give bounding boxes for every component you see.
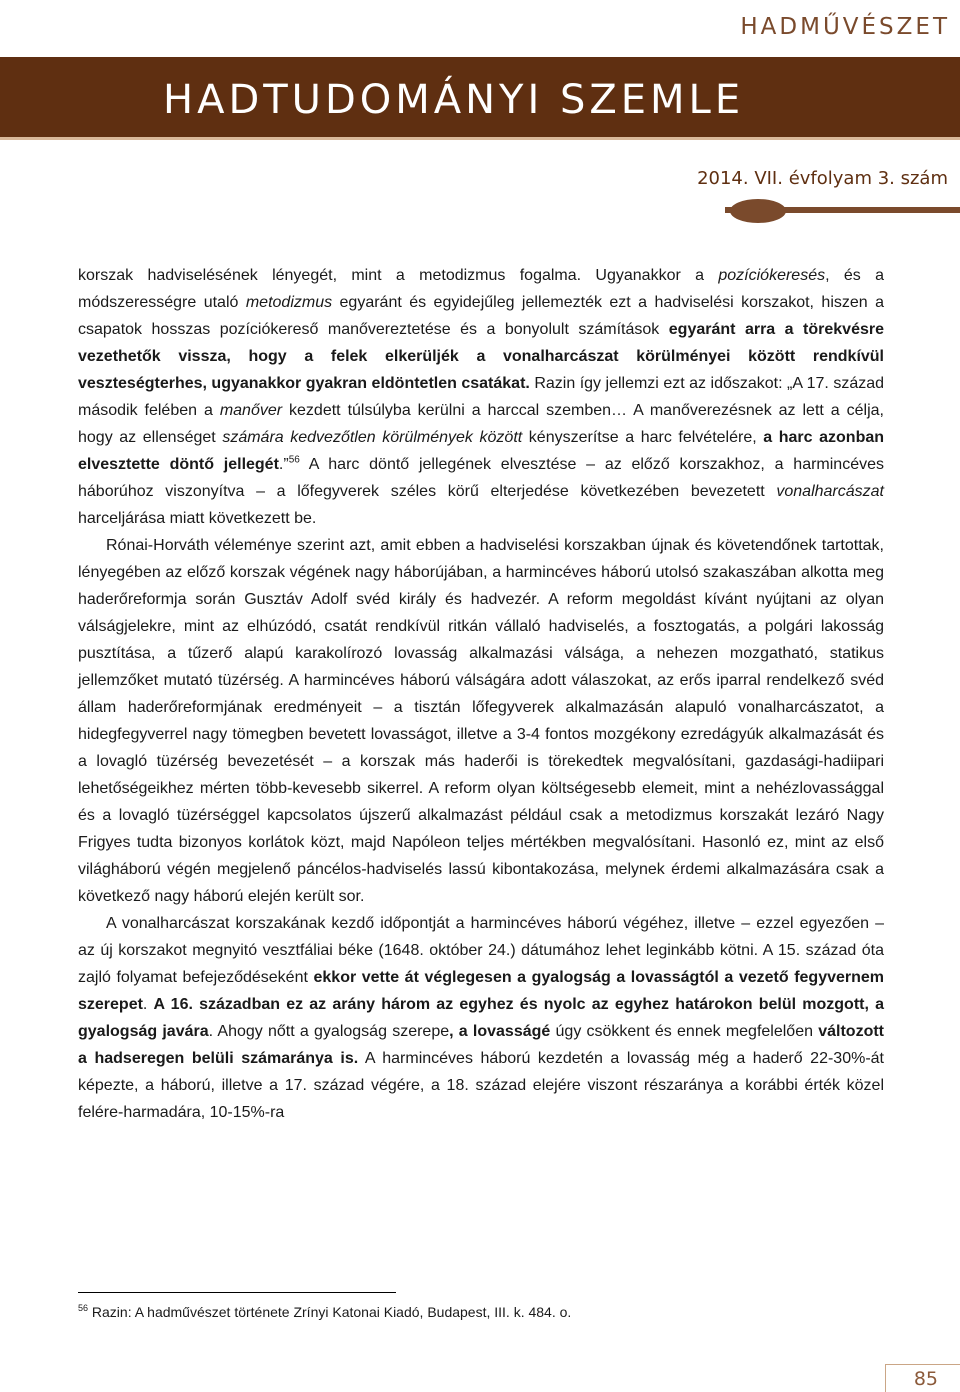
header-ornament bbox=[725, 196, 960, 226]
ornament-oval bbox=[730, 199, 786, 223]
article-body bbox=[78, 262, 884, 1126]
footnote-number: 56 bbox=[78, 1303, 89, 1313]
journal-banner bbox=[0, 57, 960, 137]
p3-text-1: A vonalharcászat korszakának kezdő időpontját a harmincéves háború végéhez, illetve – ezzel egyezően – az új korszakot megnyitó vesztfáliai béke (1648. október 24.) dátumához lehet leginkább kötni. A 15. század óta zajló folyamat befejeződéseként bbox=[78, 915, 884, 986]
p1-text-14: A harc döntő jellegének elvesztése – az előző korszakhoz, a harmincéves háborúhoz viszonyítva – a lőfegyverek széles körű elterjedése következében bevezetett bbox=[78, 456, 885, 500]
page-number: 85 bbox=[913, 1368, 938, 1390]
p1-text-15: vonalharcászat bbox=[776, 483, 884, 500]
p1-text-9: kezdett túlsúlyba kerülni a harccal szemben… A manőverezésnek az lett a célja, hogy az ellenséget bbox=[78, 402, 884, 446]
footnote-text: Razin: A hadművészet története Zrínyi Katonai Kiadó, Budapest, III. k. 484. o. bbox=[88, 1304, 572, 1320]
footnote-rule bbox=[78, 1292, 396, 1293]
p1-text-5: egyaránt és egyidejűleg jellemezték ezt a hadviselési korszakot, hiszen a csapatok hosszas pozíciókereső manővereztetése és a bonyolult számítások bbox=[78, 294, 885, 338]
banner-rule bbox=[0, 137, 960, 140]
footnote bbox=[78, 1302, 884, 1322]
p1-text-7: Razin így jellemzi ezt az időszakot: „A 17. század második felében a bbox=[78, 375, 885, 419]
p1-text-1: korszak hadviselésének lényegét, mint a metodizmus fogalma. Ugyanakkor a bbox=[78, 267, 719, 284]
p3-text-9: A harmincéves háború kezdetén a lovasság még a haderő 22-30%-át képezte, a háború, illetve a 17. század végére, a 18. század elejére viszont részaránya a korábbi érték közel felére-harmadára, 10-15%-ra bbox=[78, 1050, 885, 1121]
p3-text-6: , a lovasságé bbox=[449, 1023, 551, 1040]
p1-text-6: egyaránt arra a törekvésre vezethetők vissza, hogy a felek elkerüljék a vonalharcászat körülményei között rendkívül veszteségterhes, ugyanakkor gyakran eldöntetlen csatákat. bbox=[78, 321, 885, 392]
p1-text-16: harceljárása miatt következett be. bbox=[78, 510, 317, 527]
p3-text-4: A 16. században ez az arány három az egyhez és nyolc az egyhez határokon belül mozgott, a gyalogság javára bbox=[78, 996, 884, 1040]
p1-text-2: pozíciókeresés bbox=[718, 267, 826, 284]
paragraph-3 bbox=[78, 910, 884, 1126]
p3-text-2: ekkor vette át véglegesen a gyalogság a lovasságtól a vezető fegyvernem szerepet bbox=[78, 969, 885, 1013]
p1-text-13: .” bbox=[278, 456, 289, 473]
p1-text-12: a harc azonban elvesztette döntő jellegét bbox=[78, 429, 885, 473]
paragraph-1 bbox=[78, 262, 884, 532]
section-label: HADMŰVÉSZET bbox=[740, 14, 950, 40]
p2-text-1: Rónai-Horváth véleménye szerint azt, amit ebben a hadviselési korszakban újnak és követendőnek tartottak, lényegében az előző korszak végének nagy háborújában, a harmincéves háború utolsó szakaszában alkotta meg haderőreformja során Gusztáv Adolf svéd király és hadvezér. A reform megoldást kívánt nyújtani az olyan válságjelekre, mint az elhúzódó, csatát rendkívül ritkán vállaló hadviselés, a fosztogatás, a polgári lakosság pusztítása, a tűzerő alapú karakolírozó lovasság alkalmazási válsága, a nehezen mozgatható, statikus jellemzőket mutató tüzérség. A harmincéves háború válságára adott válaszokat, az erős iparral rendelkező svéd állam haderőreformjának eredményeit – a tisztán lőfegyverek alkalmazásán alapuló vonalharcászatot, a hidegfegyverrel nagy tömegben bevetett lovasságot, illetve a 3-4 fontos mozgékony ezredágyúk alkalmazását és a lovagló tüzérség bevezetését – a korszak más haderői is törekedtek megvalósítani, gazdasági-hadiipari lehetőségeikhez mérten több-kevesebb sikerrel. A reform olyan költségesebb elemeit, mint a nehézlovassággal és a lovagló tüzérséggel kapcsolatos újszerű alkalmazást például csak a metodizmus korszakát lezáró Nagy Frigyes tudta bizonyos korlátok közt, majd Napóleon teljes mértékben megvalósítani. Hasonló ez, mint az első világháború végén megjelenő páncélos-hadviselés lassú kibontakozása, melynek érdemi alkalmazására csak a következő nagy háború elején került sor. bbox=[78, 537, 884, 905]
journal-title: HADTUDOMÁNYI SZEMLE bbox=[163, 77, 745, 123]
paragraph-2 bbox=[78, 532, 884, 910]
p1-text-4: metodizmus bbox=[245, 294, 333, 311]
p3-text-7: úgy csökkent és ennek megfelelően bbox=[550, 1023, 819, 1040]
p1-text-11: kényszerítse a harc felvételére, bbox=[522, 429, 764, 446]
p1-text-3: , és a módszerességre utaló bbox=[78, 267, 884, 311]
issue-info: 2014. VII. évfolyam 3. szám bbox=[697, 168, 948, 189]
p1-text-10: számára kedvezőtlen körülmények között bbox=[222, 429, 523, 446]
p3-text-5: . Ahogy nőtt a gyalogság szerepe bbox=[208, 1023, 450, 1040]
footnote-reference[interactable]: 56 bbox=[288, 454, 300, 466]
p1-text-8: manőver bbox=[219, 402, 283, 419]
p3-text-8: változott a hadseregen belüli számaránya is. bbox=[78, 1023, 885, 1067]
p3-text-3: . bbox=[142, 996, 154, 1013]
